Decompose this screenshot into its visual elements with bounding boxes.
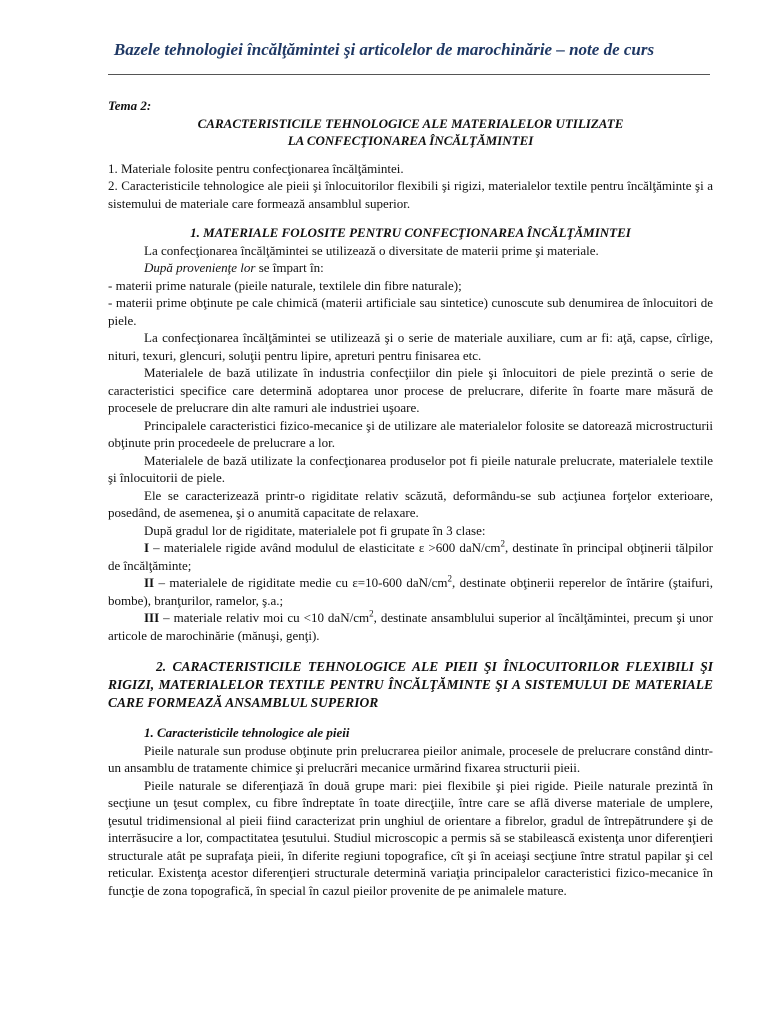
class-item	[108, 539, 713, 574]
class-label: II	[144, 575, 155, 590]
section1-heading: 1. MATERIALE FOLOSITE PENTRU CONFECŢIONAREA ÎNCĂLŢĂMINTEI	[190, 225, 631, 240]
paragraph: Pieile naturale se diferenţiază în două grupe mari: piei flexibile şi piei rigide. Pieile naturale prezintă în secţiune un ţesut complex, cu fibre îndreptate în toate direcţiile, între care se află diverse materiale de umplere, ţesutul tridimensional al pieii fiind caracterizat prin unghiul de orientare a fibrelor, gradul de întrepătrundere şi de interrăsucire a lor, compactitatea ţesutului. Studiul microscopic a permis să se stabilească existenţa unor diferenţieri structurale atât pe suprafaţa pieii, în diferite regiuni topografice, cît şi în aceiaşi secţiune între stratul papilar şi cel reticular. Existenţa acestor diferenţieri structurale determină variaţia principalelor caracteristici fizico-mecanice în funcţie de zona topografică, în special în cazul pieilor provenite de pe animalele mature.	[108, 777, 713, 898]
paragraph-text: se împart în:	[255, 260, 324, 275]
paragraph: La confecţionarea încălţămintei se utilizează şi o serie de materiale auxiliare, cum ar fi: aţă, capse, cîrlige, nituri, texuri, glencuri, soluţii pentru lipire, apreturi pentru finisarea etc.	[108, 330, 713, 363]
running-header: Bazele tehnologiei încălţămintei şi articolelor de marochinărie – note de curs	[113, 40, 655, 59]
class-text: – materialele de rigiditate medie cu ε=10-600 daN/cm	[154, 575, 448, 590]
class-label: I	[144, 540, 150, 555]
paragraph: Ele se caracterizează printr-o rigiditate relativ scăzută, deformându-se sub acţiunea forţelor exterioare, posedând, de asemenea, şi o anumită capacitate de relaxare.	[108, 487, 713, 520]
list-item: - materii prime obţinute pe cale chimică (materii artificiale sau sintetice) cunoscute sub denumirea de înlocuitori de piele.	[108, 295, 713, 328]
paragraph: După gradul lor de rigiditate, materialele pot fi grupate în 3 clase:	[144, 522, 486, 538]
italic-phrase: După provenienţe lor	[144, 260, 256, 275]
header-divider	[108, 74, 710, 75]
outline-item: 2. Caracteristicile tehnologice ale pieii şi înlocuitorilor flexibili şi rigizi, materialelor textile pentru încălţăminte şi a sistemului de materiale care formează ansamblul superior.	[108, 178, 713, 211]
tema-label: Tema 2:	[108, 98, 152, 113]
superscript: 2	[447, 573, 453, 584]
paragraph: Pieile naturale sun produse obţinute prin prelucrarea pieilor animale, procesele de prelucrare constând dintr-un ansamblu de tratamente chimice şi prelucrări mecanice urmărind fixarea structurii pieii.	[108, 742, 713, 775]
chapter-title-line2: LA CONFECŢIONAREA ÎNCĂLŢĂMINTEI	[287, 133, 534, 148]
paragraph: Materialele de bază utilizate la confecţionarea produselor pot fi pieile naturale prelucrate, materialele textile şi înlocuitorii de piele.	[108, 452, 713, 485]
paragraph: La confecţionarea încălţămintei se utilizează o diversitate de materii prime şi materiale.	[144, 242, 599, 258]
class-label: III	[144, 610, 160, 625]
outline-item: 1. Materiale folosite pentru confecţionarea încălţămintei.	[108, 160, 404, 176]
superscript: 2	[369, 608, 374, 619]
document-body	[108, 97, 713, 899]
class-text: – materialele rigide având modulul de elasticitate ε >600 daN/cm	[149, 540, 501, 555]
paragraph: Materialele de bază utilizate în industria confecţiilor din piele şi înlocuitori de piele prezintă o serie de caracteristici specifice care determină adoptarea unor procese de prelucrare, diferite în foarte mare măsură de procesele de prelucrare din alte ramuri ale industriei uşoare.	[108, 365, 713, 415]
class-text: , destinate obţinerii reperelor de întărire (ştaifuri, bombe), branţurilor, ramelor, ş.a.;	[108, 575, 713, 608]
paragraph: Principalele caracteristici fizico-mecanice şi de utilizare ale materialelor folosite se datorează microstructurii obţinute prin procedeele de prelucrare a lor.	[108, 417, 713, 450]
chapter-title-line1: CARACTERISTICILE TEHNOLOGICE ALE MATERIALELOR UTILIZATE	[197, 115, 624, 131]
class-text: , destinate ansamblului superior al încălţămintei, precum şi unor articole de marochinărie (mănuşi, genţi).	[108, 610, 714, 643]
section2-heading: 2. CARACTERISTICILE TEHNOLOGICE ALE PIEII ŞI ÎNLOCUITORILOR FLEXIBILI ŞI RIGIZI, MATERIALELOR TEXTILE PENTRU ÎNCĂLŢĂMINTE ŞI A SISTEMULUI DE MATERIALE CARE FORMEAZĂ ANSAMBLUL SUPERIOR	[108, 659, 713, 710]
class-text: , destinate în principal obţinerii tălpilor de încălţăminte;	[108, 540, 713, 573]
class-item	[108, 574, 713, 609]
spacer	[108, 150, 713, 160]
class-text: – materiale relativ moi cu <10 daN/cm	[159, 610, 370, 625]
paragraph	[108, 259, 713, 277]
superscript: 2	[500, 538, 506, 549]
class-item	[108, 609, 713, 644]
subsection-heading: 1. Caracteristicile tehnologice ale pieii	[144, 725, 350, 740]
list-item: - materii prime naturale (pieile naturale, textilele din fibre naturale);	[108, 277, 462, 293]
